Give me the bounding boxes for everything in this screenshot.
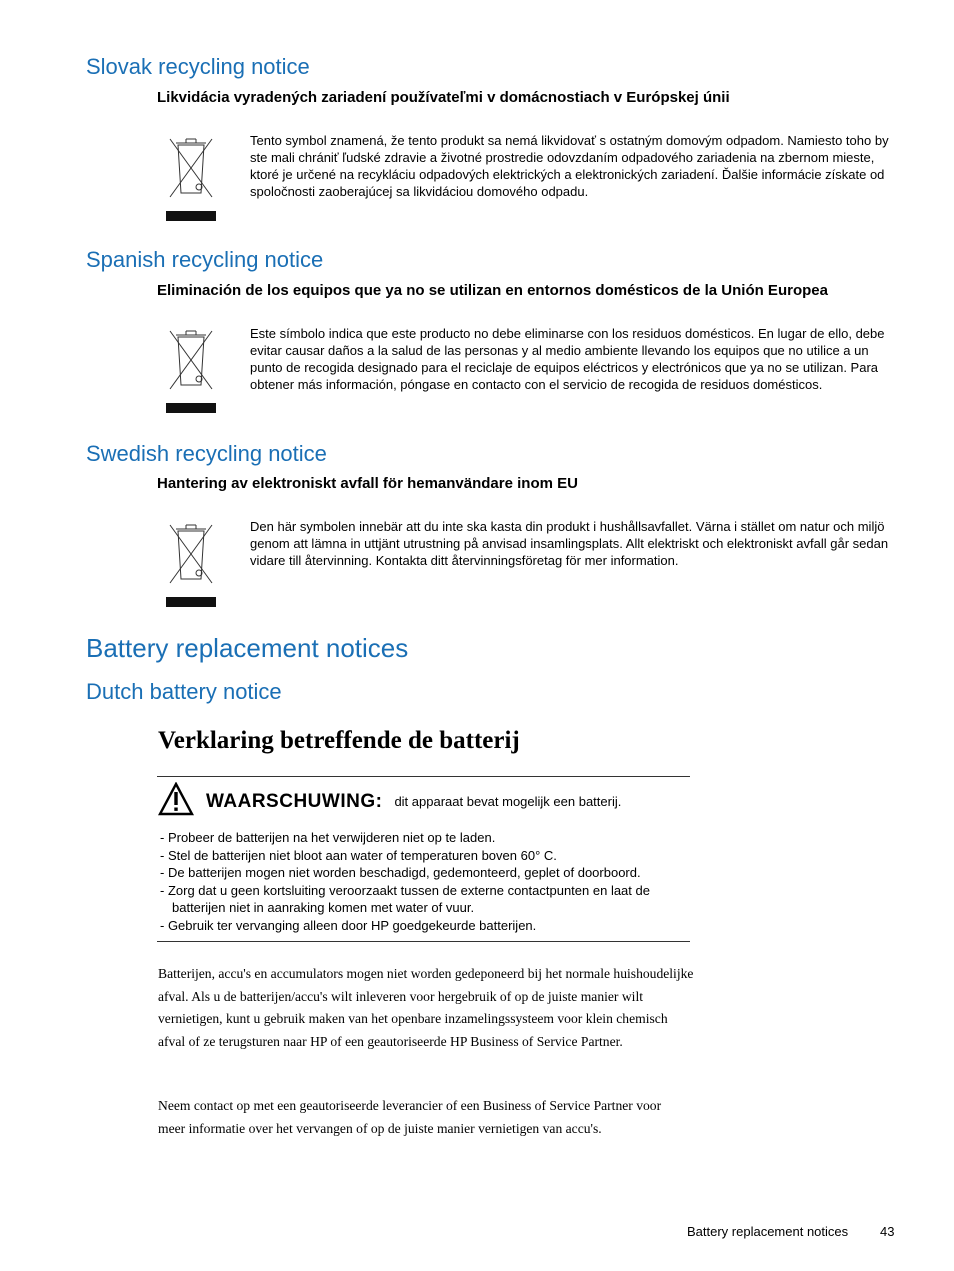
warning-row <box>158 782 621 821</box>
warning-text: dit apparaat bevat mogelijk een batterij. <box>394 794 622 809</box>
spanish-subheading: Eliminación de los equipos que ya no se utilizan en entornos domésticos de la Unión Europea <box>157 282 828 299</box>
spanish-body: Este símbolo indica que este producto no debe eliminarse con los residuos domésticos. En lugar de ello, debe evitar causar daños a la salud de las personas y al medio ambiente llevando los equipos que no utilice a un punto de recogida designado para el reciclaje de equipos eléctricos y electrónicos que ya no se utilizan. Para obtener más información, póngase en contacto con el servicio de recogida de residuos domésticos. <box>250 326 885 392</box>
swedish-subheading: Hantering av elektroniskt avfall för hemanvändare inom EU <box>157 475 578 492</box>
dutch-battery-heading: Dutch battery notice <box>86 679 282 704</box>
battery-heading: Battery replacement notices <box>86 633 409 663</box>
swedish-body: Den här symbolen innebär att du inte ska kasta din produkt i hushållsavfallet. Värna i stället om natur och miljö genom att lämna in uttjänt utrustning på anvisad insamlingsplats. Allt elektriskt och elektroniskt avfall går sedan vidare till återvinning. Kontakta ditt återvinningsföretag för mer information. <box>250 519 889 568</box>
warning-triangle-icon <box>158 782 194 821</box>
list-item: - Stel de batterijen niet bloot aan water of temperaturen boven 60° C. <box>160 847 557 863</box>
list-item: - Gebruik ter vervanging alleen door HP goedgekeurde batterijen. <box>160 917 537 933</box>
slovak-heading: Slovak recycling notice <box>86 54 310 79</box>
weee-icon <box>166 133 216 221</box>
battery-warnings-list <box>158 829 678 934</box>
list-item: - De batterijen mogen niet worden beschadigd, gedemonteerd, geplet of doorboord. <box>160 865 641 880</box>
slovak-subheading: Likvidácia vyradených zariadení používateľmi v domácnostiach v Európskej únii <box>157 89 730 106</box>
spanish-heading: Spanish recycling notice <box>86 247 324 272</box>
weee-icon <box>166 519 216 607</box>
weee-icon <box>166 325 216 413</box>
list-item: - Zorg dat u geen kortsluiting veroorzaakt tussen de externe contactpunten en laat de batterijen niet in aanraking komen met water of vuur. <box>160 882 650 915</box>
bottom-rule <box>157 941 690 942</box>
slovak-body: Tento symbol znamená, že tento produkt sa nemá likvidovať s ostatným domovým odpadom. Namiesto toho by ste mali chrániť ľudské zdravie a životné prostredie odovzdaním odpadového zariadenia na zbernom mieste, ktoré je určené na recykláciu odpadových elektrických a elektronických zariadení. Ďalšie informácie získate od spoločnosti zaoberajúcej sa likvidáciou domového odpadu. <box>250 133 889 199</box>
list-item: - Probeer de batterijen na het verwijderen niet op te laden. <box>160 830 496 845</box>
page-number: 43 <box>880 1224 895 1239</box>
footer-section: Battery replacement notices <box>687 1224 849 1239</box>
top-rule <box>157 776 690 777</box>
disposal-paragraph: Batterijen, accu's en accumulators mogen niet worden gedeponeerd bij het normale huishoudelijke afval. Als u de batterijen/accu's wilt inleveren voor hergebruik of op de juiste manier wilt vernietigen, kunt u gebruik maken van het openbare inzamelingssysteem voor klein chemisch afval of ze terugsturen naar HP of een geautoriseerde HP Business of Service Partner. <box>158 966 694 1049</box>
swedish-heading: Swedish recycling notice <box>86 441 327 466</box>
dutch-notice-title: Verklaring betreffende de batterij <box>158 727 520 754</box>
warning-label: WAARSCHUWING: <box>206 790 383 812</box>
contact-paragraph: Neem contact op met een geautoriseerde leverancier of een Business of Service Partner voor meer informatie over het vervangen of op de juiste manier vernietigen van accu's. <box>158 1098 662 1136</box>
